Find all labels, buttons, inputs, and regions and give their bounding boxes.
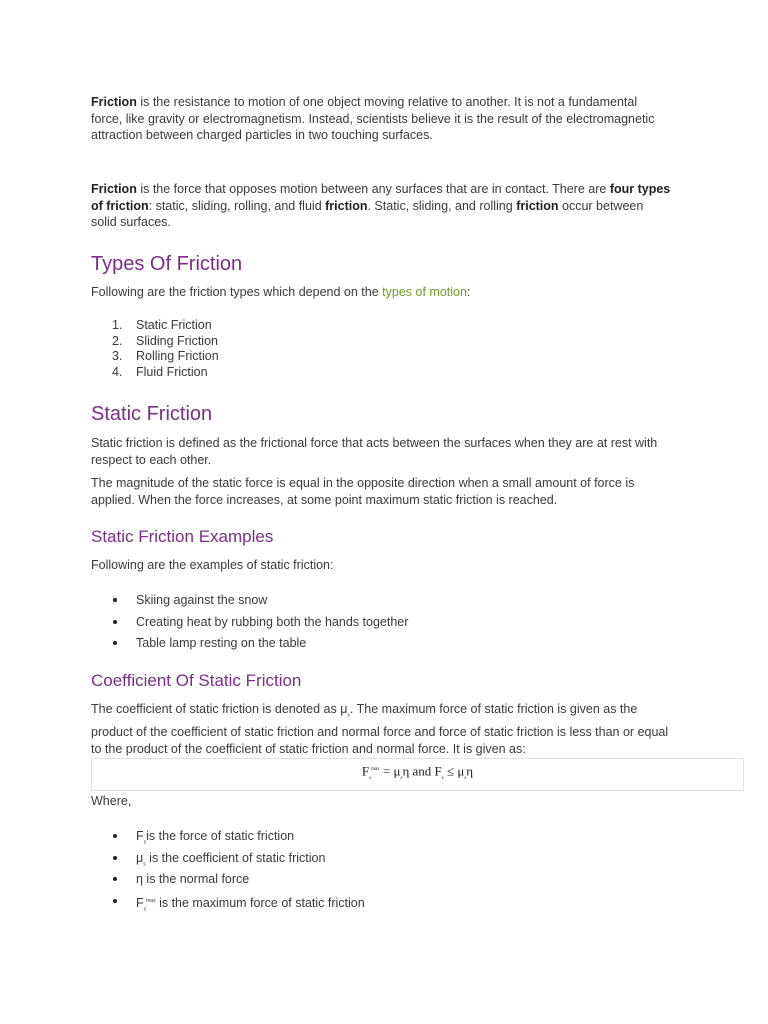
list-number: 4. <box>112 365 123 380</box>
examples-intro: Following are the examples of static friction: <box>91 558 334 572</box>
types-list <box>91 318 716 381</box>
list-item <box>91 893 671 915</box>
paragraph-text: is the resistance to motion of one object moving relative to another. It is not a fundamental force, like gravity or electromagnetism. Instead, scientists believe it is the result of the electromagnetic attraction between charged particles in two touching surfaces. <box>91 95 655 142</box>
subscript: s <box>441 775 444 781</box>
list-item <box>91 635 671 657</box>
subscript: s <box>347 712 350 719</box>
symbol: η <box>136 872 143 886</box>
types-of-motion-link[interactable]: types of motion <box>382 285 467 299</box>
coefficient-paragraph <box>91 701 671 757</box>
list-item-label: is the maximum force of static friction <box>155 895 365 910</box>
formula-text: η and F <box>402 763 442 779</box>
types-heading: Types Of Friction <box>91 253 243 275</box>
subscript: s <box>369 775 372 781</box>
list-number: 3. <box>112 349 123 364</box>
list-item-label: is the coefficient of static friction <box>145 850 326 865</box>
formula-text: η <box>466 763 474 779</box>
bold-term: friction <box>325 198 368 213</box>
bullet-icon <box>113 641 117 645</box>
subscript: s <box>464 775 467 781</box>
where-label: Where, <box>91 794 132 808</box>
bullet-icon <box>113 899 117 903</box>
list-item <box>112 318 716 334</box>
bold-term: friction <box>516 198 559 213</box>
bold-term: Friction <box>91 95 137 109</box>
bullet-icon <box>113 834 117 838</box>
symbol: F <box>136 829 144 843</box>
examples-list <box>91 592 671 657</box>
formula-symbol: F <box>361 763 370 779</box>
superscript: max <box>146 897 156 904</box>
intro-paragraph-2 <box>91 181 671 231</box>
formula-text: = μ <box>379 763 401 779</box>
subscript: s <box>143 839 147 846</box>
list-number: 2. <box>112 333 123 348</box>
bullet-icon <box>113 620 117 624</box>
static-paragraph-1: Static friction is defined as the frictional force that acts between the surfaces when they are at rest with respect to each other. <box>91 436 658 467</box>
list-item <box>91 850 671 872</box>
list-item <box>91 871 671 893</box>
list-item-label: Sliding Friction <box>136 333 218 348</box>
list-item-label: Table lamp resting on the table <box>136 636 307 650</box>
paragraph-text: occur between solid surfaces. <box>91 198 644 229</box>
bullet-icon <box>113 877 117 881</box>
list-item-label: Rolling Friction <box>136 349 219 364</box>
examples-heading: Static Friction Examples <box>91 527 274 546</box>
list-item <box>112 365 716 381</box>
paragraph-text: is the force that opposes motion between any surfaces that are in contact. There are <box>136 182 610 196</box>
intro-paragraph-1 <box>91 94 671 144</box>
bold-term: Friction <box>91 182 137 196</box>
list-item-label: is the normal force <box>142 872 250 886</box>
formula <box>362 762 473 787</box>
list-item-label: Fluid Friction <box>136 365 208 380</box>
symbol: μ <box>136 850 144 865</box>
list-item <box>91 592 671 614</box>
subscript: s <box>143 861 146 867</box>
paragraph-text: . Static, sliding, and rolling <box>367 198 517 213</box>
list-number: 1. <box>112 318 123 332</box>
superscript: max <box>371 766 380 772</box>
list-item <box>112 349 716 365</box>
formula-box <box>91 758 744 791</box>
types-intro <box>91 284 671 301</box>
subscript: s <box>400 775 403 781</box>
paragraph-text: Following are the friction types which depend on the <box>91 285 383 299</box>
symbol: F <box>136 895 144 910</box>
paragraph-text: : static, sliding, rolling, and fluid <box>148 198 326 213</box>
subscript: s <box>143 906 147 913</box>
bullet-icon <box>113 856 117 860</box>
paragraph-text: The coefficient of static friction is denoted as μ <box>91 702 348 716</box>
list-item-label: Creating heat by rubbing both the hands together <box>136 614 409 629</box>
list-item-label: Skiing against the snow <box>136 593 268 607</box>
bullet-icon <box>113 598 117 602</box>
paragraph-text: : <box>466 285 471 299</box>
static-heading: Static Friction <box>91 403 213 425</box>
formula-text: ≤ μ <box>443 763 465 779</box>
list-item <box>91 614 671 636</box>
list-item <box>91 828 671 850</box>
list-item <box>112 333 716 350</box>
list-item-label: is the force of static friction <box>146 829 295 843</box>
bold-term: four types of friction <box>91 182 671 213</box>
list-item-label: Static Friction <box>136 318 212 332</box>
coefficient-heading: Coefficient Of Static Friction <box>91 671 302 690</box>
paragraph-text: . The maximum force of static friction is given as the product of the coefficient of static friction and normal force and force of static friction is less than or equal to the product of the coefficient of static friction and normal force. It is given as: <box>91 702 669 756</box>
definitions-list <box>91 828 671 914</box>
static-paragraph-2: The magnitude of the static force is equal in the opposite direction when a small amount of force is applied. When the force increases, at some point maximum static friction is reached. <box>91 476 635 507</box>
